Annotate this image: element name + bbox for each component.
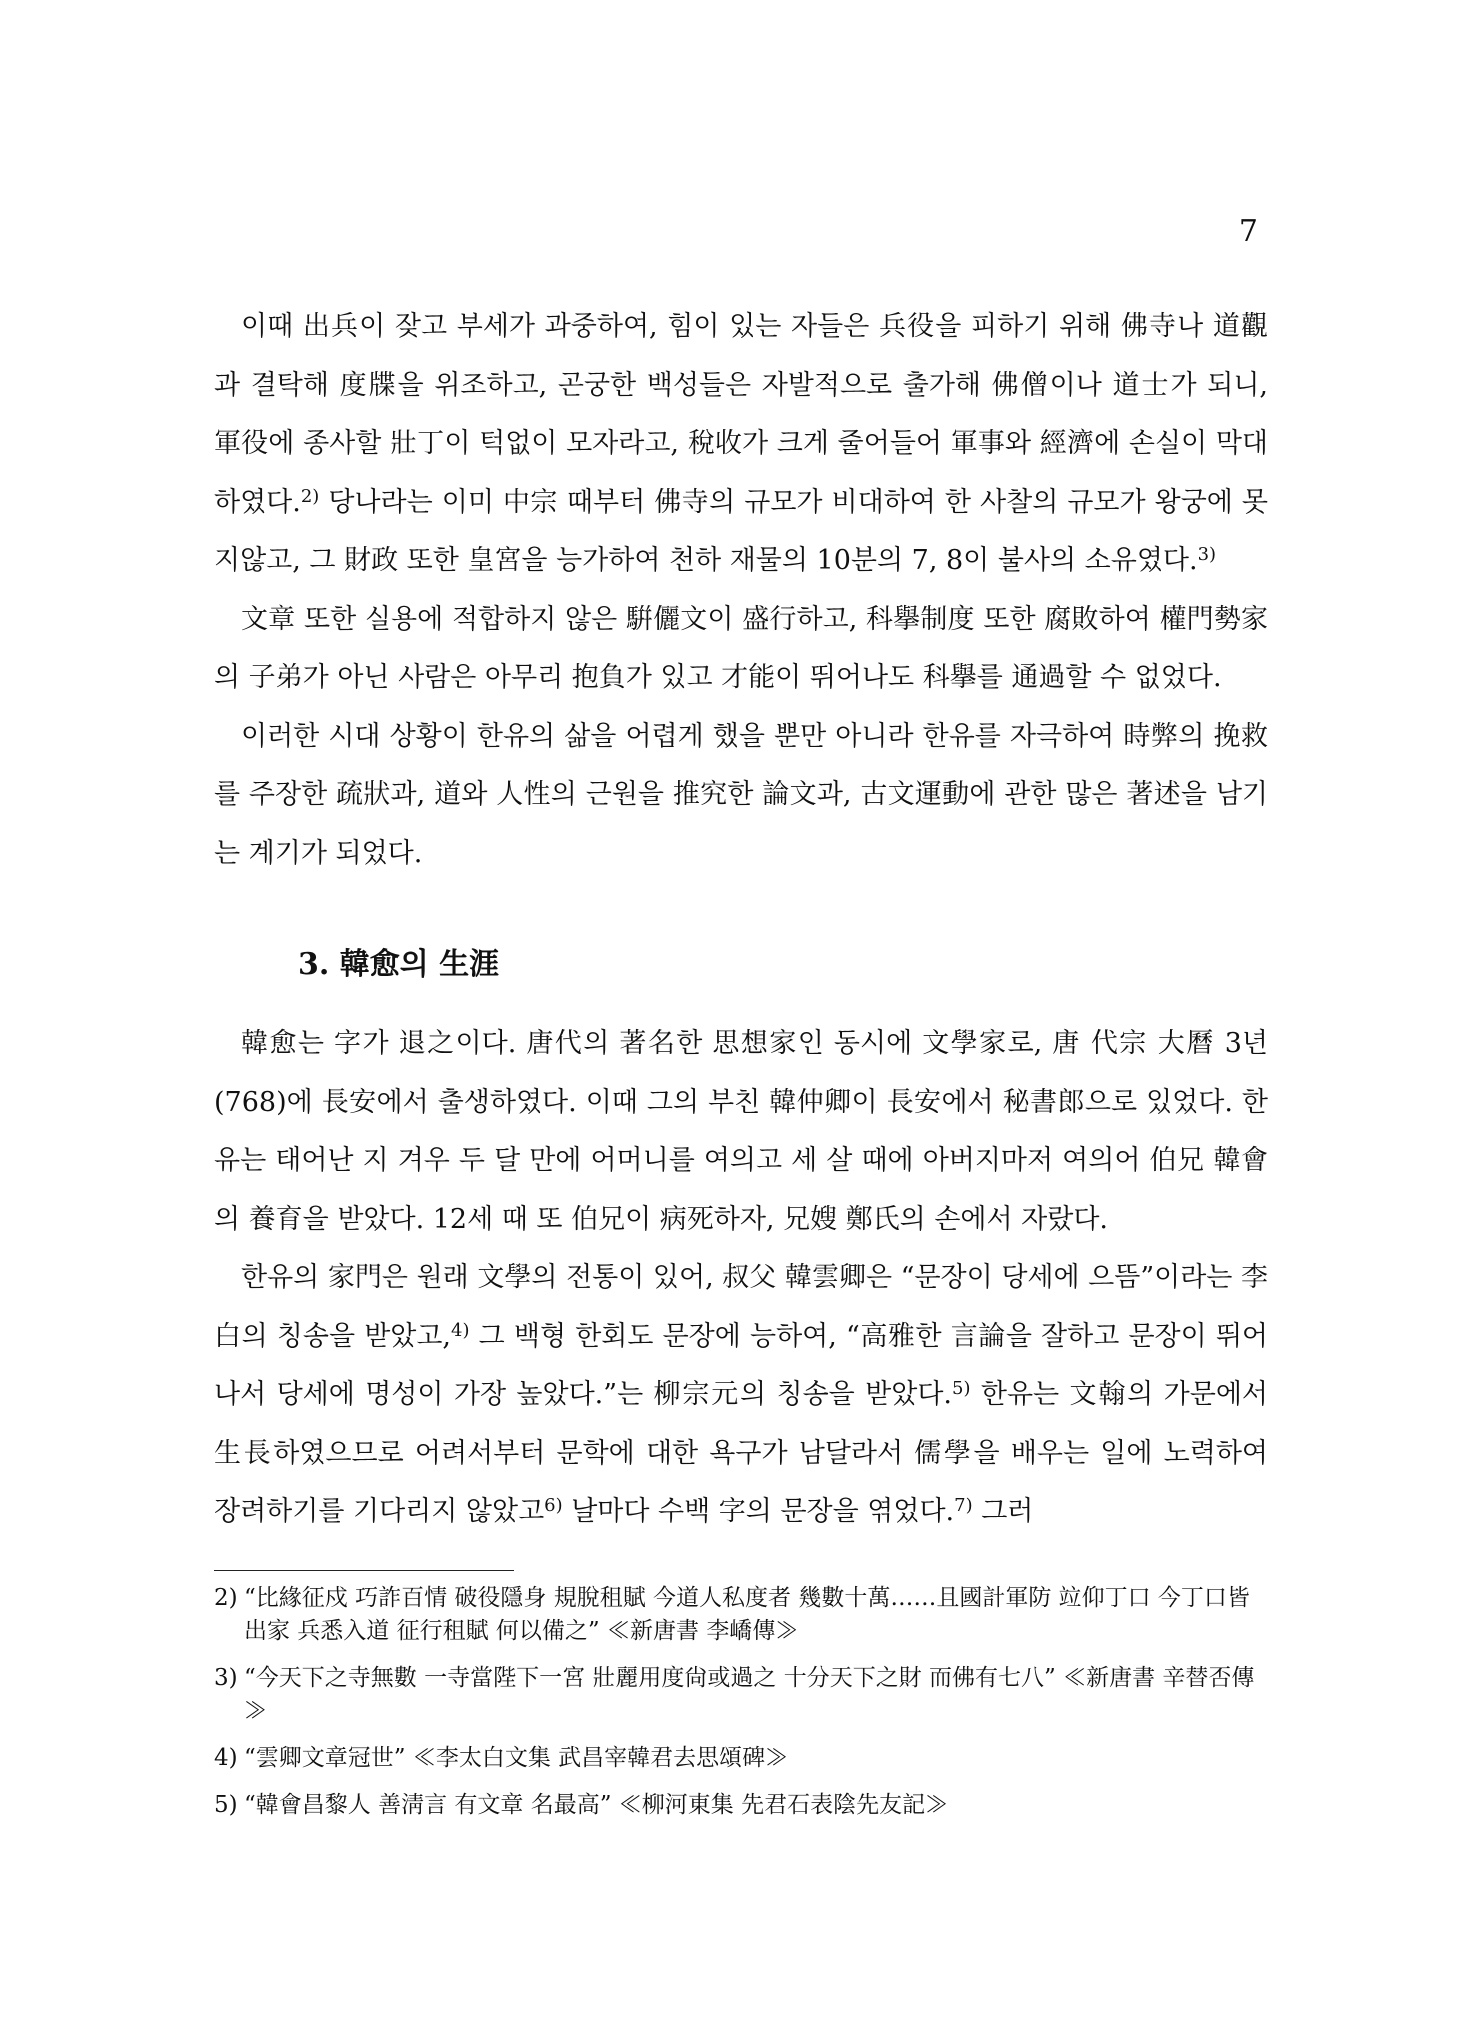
footnote-item	[214, 1742, 1268, 1775]
page-number: 7	[1238, 214, 1258, 249]
footnote-text: “比緣征戍 巧詐百情 破役隱身 規脫租賦 今道人私度者 幾數十萬……且國計軍防 竝仰丁口 今丁口皆出家 兵悉入道 征行租賦 何以備之” ≪新唐書 李嶠傳≫	[244, 1585, 1250, 1644]
footnote-item	[214, 1582, 1268, 1648]
footnote-ref[interactable]: 3)	[1197, 544, 1217, 565]
paragraph-text: 한유의 家門은 원래 文學의 전통이 있어, 叔父 韓雲卿은 “문장이 당세에 으뜸”이라는 李白의 칭송을 받았고,	[214, 1262, 1268, 1352]
footnote-text: “雲卿文章冠世” ≪李太白文集 武昌宰韓君去思頌碑≫	[244, 1745, 789, 1771]
paragraph-text: 그 백형 한회도 문장에 능하여, “高雅한 言論을 잘하고 문장이 뛰어나서 당세에 명성이 가장 높았다.”는 柳宗元의 칭송을 받았다.	[214, 1320, 1269, 1410]
paragraph-4	[214, 1015, 1268, 1249]
paragraph-text: 그러	[972, 1496, 1034, 1527]
paragraph-text: 날마다 수백 字의 문장을 엮었다.	[562, 1496, 955, 1527]
footnote-text: “韓會昌黎人 善淸言 有文章 名最高” ≪柳河東集 先君石表陰先友記≫	[244, 1792, 949, 1818]
footnote-number: 3)	[214, 1665, 238, 1691]
paragraph-3	[214, 708, 1268, 884]
footnote-number: 2)	[214, 1585, 238, 1611]
paragraph-text: 이러한 시대 상황이 한유의 삶을 어렵게 했을 뿐만 아니라 한유를 자극하여 時弊의 挽救를 주장한 疏狀과, 道와 人性의 근원을 推究한 論文과, 古文運動에 관한 많은 著述을 남기는 계기가 되었다.	[214, 720, 1268, 869]
paragraph-text: 이때 出兵이 잦고 부세가 과중하여, 힘이 있는 자들은 兵役을 피하기 위해 佛寺나 道觀과 결탁해 度牒을 위조하고, 곤궁한 백성들은 자발적으로 출가해 佛僧이나 道士가 되니, 軍役에 종사할 壯丁이 턱없이 모자라고, 稅收가 크게 줄어들어 軍事와 經濟에 손실이 막대하였다.	[214, 311, 1269, 518]
section-heading: 3. 韓愈의 生涯	[298, 947, 500, 982]
paragraph-1	[214, 298, 1268, 591]
footnote-text: “今天下之寺無數 一寺當陛下一宮 壯麗用度尙或過之 十分天下之財 而佛有七八” ≪新唐書 辛替否傳≫	[244, 1665, 1255, 1724]
footnote-ref[interactable]: 6)	[544, 1495, 563, 1516]
paragraph-text: 당나라는 이미 中宗 때부터 佛寺의 규모가 비대하여 한 사찰의 규모가 왕궁에 못지않고, 그 財政 또한 皇宮을 능가하여 천하 재물의 10분의 7, 8이 불사의 소유였다.	[214, 486, 1268, 576]
footnote-ref[interactable]: 4)	[451, 1319, 470, 1341]
paragraph-5	[214, 1249, 1268, 1542]
paragraph-text: 文章 또한 실용에 적합하지 않은 騈儷文이 盛行하고, 科擧制度 또한 腐敗하여 權門勢家의 子弟가 아닌 사람은 아무리 抱負가 있고 才能이 뛰어나도 科擧를 通過할 수 없었다.	[214, 603, 1268, 693]
footnote-ref[interactable]: 2)	[300, 485, 320, 507]
paragraph-2	[214, 591, 1268, 708]
footnote-item	[214, 1789, 1268, 1822]
footnote-ref[interactable]: 5)	[952, 1378, 971, 1399]
paragraph-text: 한유는 文翰의 가문에서 生長하였으므로 어려서부터 문학에 대한 욕구가 남달라서 儒學을 배우는 일에 노력하여 장려하기를 기다리지 않았고	[214, 1379, 1268, 1527]
footnotes	[214, 1582, 1268, 1836]
paragraph-text: 韓愈는 字가 退之이다. 唐代의 著名한 思想家인 동시에 文學家로, 唐 代宗 大曆 3년(768)에 長安에서 출생하였다. 이때 그의 부친 韓仲卿이 長安에서 秘書郎으로 있었다. 한유는 태어난 지 겨우 두 달 만에 어머니를 여의고 세 살 때에 아버지마저 여의어 伯兄 韓會의 養育을 받았다. 12세 때 또 伯兄이 病死하자, 兄嫂 鄭氏의 손에서 자랐다.	[214, 1028, 1268, 1235]
footnote-ref[interactable]: 7)	[954, 1495, 973, 1516]
footnote-number: 4)	[214, 1745, 238, 1771]
footnote-item	[214, 1662, 1268, 1728]
body-text	[214, 298, 1268, 1542]
footnote-divider	[214, 1570, 514, 1571]
footnote-number: 5)	[214, 1792, 238, 1818]
